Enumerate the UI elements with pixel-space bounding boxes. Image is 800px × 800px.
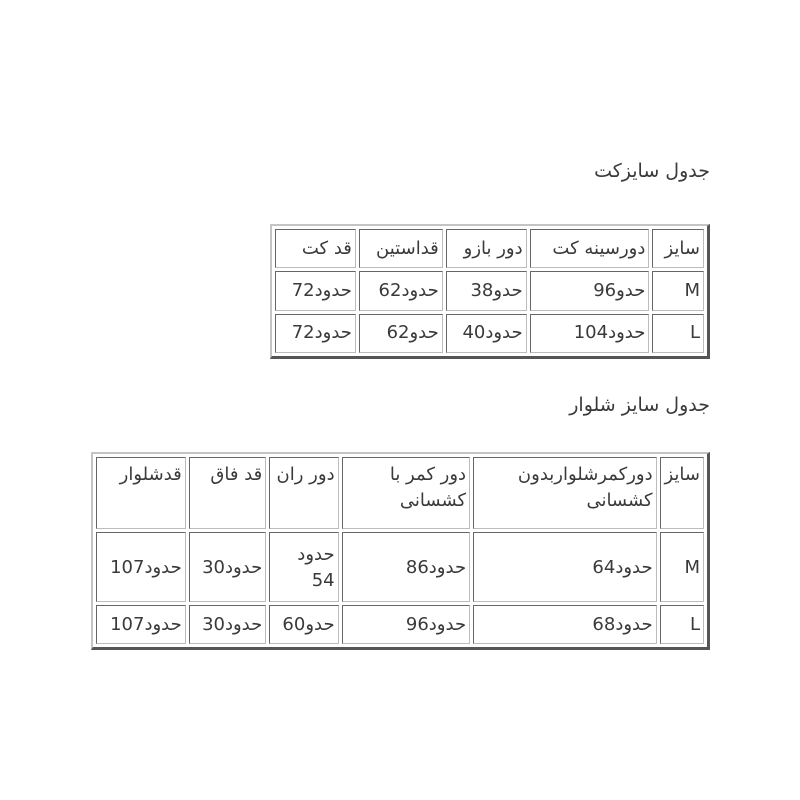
- header-waist-no-elastic: دورکمرشلواربدون کشسانی: [473, 457, 657, 529]
- cell-jacket-length: حدود72: [275, 314, 356, 353]
- cell-arm: حدو38: [446, 271, 527, 310]
- cell-sleeve-length: حدود62: [359, 271, 443, 310]
- cell-size: L: [652, 314, 704, 353]
- table-row: [96, 532, 704, 602]
- cell-sleeve-length: حدو62: [359, 314, 443, 353]
- cell-size: M: [652, 271, 704, 310]
- pants-size-table: [91, 452, 710, 650]
- table-row: [96, 605, 704, 644]
- table-header-row: [275, 229, 704, 268]
- pants-size-title: جدول سایز شلوار: [569, 394, 710, 416]
- jacket-size-table: [270, 224, 710, 359]
- header-pants-length: قدشلوار: [96, 457, 186, 529]
- cell-waist-no-elastic: حدود64: [473, 532, 657, 602]
- cell-chest: حدو96: [530, 271, 650, 310]
- cell-jacket-length: حدود72: [275, 271, 356, 310]
- header-arm: دور بازو: [446, 229, 527, 268]
- header-chest: دورسینه کت: [530, 229, 650, 268]
- cell-rise: حدود30: [189, 605, 267, 644]
- cell-arm: حدود40: [446, 314, 527, 353]
- jacket-size-title: جدول سایزکت: [594, 160, 710, 182]
- header-waist-elastic: دور کمر با کشسانی: [342, 457, 470, 529]
- cell-thigh: حدو60: [269, 605, 338, 644]
- header-sleeve-length: قداستین: [359, 229, 443, 268]
- cell-size: M: [660, 532, 704, 602]
- cell-size: L: [660, 605, 704, 644]
- header-size: سایز: [652, 229, 704, 268]
- cell-pants-length: حدود107: [96, 532, 186, 602]
- header-thigh: دور ران: [269, 457, 338, 529]
- header-jacket-length: قد کت: [275, 229, 356, 268]
- cell-waist-elastic: حدود96: [342, 605, 470, 644]
- cell-pants-length: حدود107: [96, 605, 186, 644]
- cell-waist-no-elastic: حدود68: [473, 605, 657, 644]
- table-row: [275, 271, 704, 310]
- cell-thigh: حدود 54: [269, 532, 338, 602]
- table-header-row: [96, 457, 704, 529]
- cell-waist-elastic: حدود86: [342, 532, 470, 602]
- table-row: [275, 314, 704, 353]
- header-rise: قد فاق: [189, 457, 267, 529]
- header-size: سایز: [660, 457, 704, 529]
- cell-rise: حدود30: [189, 532, 267, 602]
- cell-chest: حدود104: [530, 314, 650, 353]
